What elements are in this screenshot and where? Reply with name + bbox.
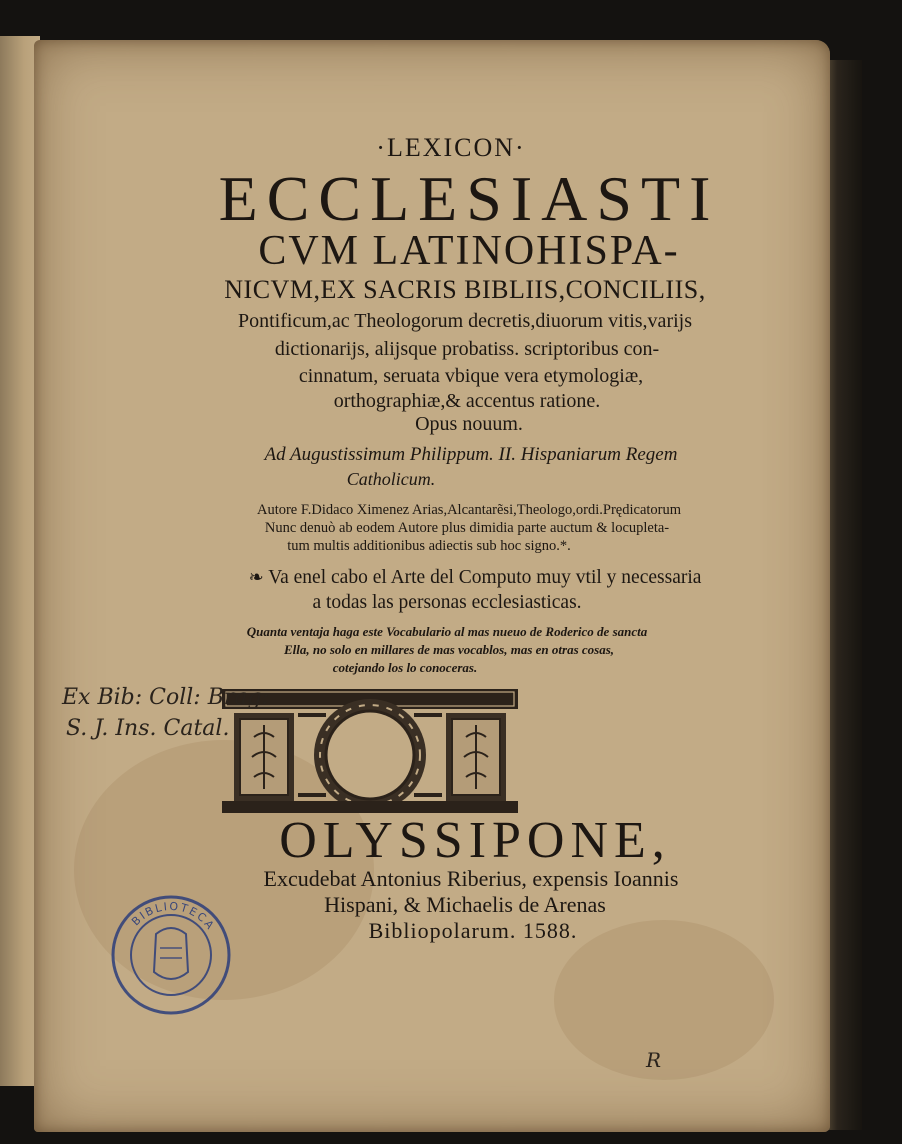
author-line-1: Autore F.Didaco Ximenez Arias,Alcantarẽsi,Theologo,ordi.Prędicatorum [256,502,682,518]
lexicon-heading: ·LEXICON· [376,133,526,162]
cum-line: CVM LATINOHISPA- [258,228,680,274]
ownership-inscription-1: Ex Bib: Coll: Brag: [62,685,270,710]
city-olyssipone: OLYSSIPONE, [279,812,671,869]
paper-stain [554,920,774,1080]
imprint-line-3: Bibliopolarum. 1588. [368,918,578,943]
computo-line-2: a todas las personas ecclesiasticas. [312,592,582,613]
description-line-3: cinnatum, seruata vbique vera etymologiæ, [298,365,644,387]
imprint-line-1: Excudebat Antonius Riberius, expensis Ioannis [263,866,679,891]
note-line-1: Quanta ventaja haga este Vocabulario al mas nueuo de Roderico de sancta [246,624,648,639]
stamp-text: BIBLIOTECA [129,899,218,934]
note-line-3: cotejando los lo conoceras. [332,660,478,675]
dedication-line-1: Ad Augustissimum Philippum. II. Hispaniarum Regem [264,444,678,465]
note-line-2: Ella, no solo en millares de mas vocablos, mas en otras cosas, [283,642,615,657]
computo-text: Va enel cabo el Arte del Computo muy vtil y necessaria [268,567,702,588]
description-line-1: Pontificum,ac Theologorum decretis,diuorum vitis,varijs [238,310,692,332]
ecclesiasti-heading: ECCLESIASTI [218,163,720,234]
library-stamp [108,892,234,1018]
fleuron-icon: ❧ [248,567,264,587]
description-line-2: dictionarijs, alijsque probatiss. scriptoribus con- [274,338,660,360]
dedication-line-2: Catholicum. [346,469,436,489]
nicum-line: NICVM,EX SACRIS BIBLIIS,CONCILIIS, [224,275,706,304]
ownership-inscription-2: S. J. Ins. Catal. [66,716,230,741]
author-line-2: Nunc denuò ab eodem Autore plus dimidia parte auctum & locupleta- [264,520,670,536]
author-line-3: tum multis additionibus adiectis sub hoc signo.*. [287,538,571,554]
opus-nouum: Opus nouum. [415,413,523,435]
corner-mark: R [646,1048,662,1072]
imprint-line-2: Hispani, & Michaelis de Arenas [324,892,606,917]
description-line-4: orthographiæ,& accentus ratione. [333,390,601,412]
computo-line-1 [24,565,902,590]
